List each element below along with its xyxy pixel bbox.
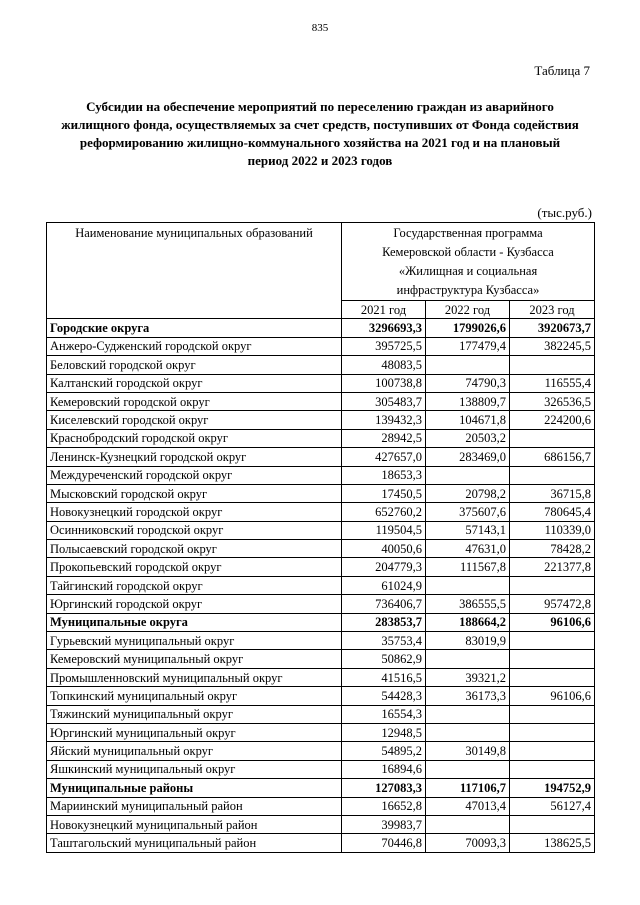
value-2021-cell: 41516,5 — [342, 668, 426, 686]
value-2023-cell — [510, 760, 595, 778]
value-2021-cell: 736406,7 — [342, 595, 426, 613]
row-name-cell: Юргинский городской округ — [47, 595, 342, 613]
value-2022-cell — [426, 723, 510, 741]
value-2021-cell: 139432,3 — [342, 411, 426, 429]
value-2022-cell: 20798,2 — [426, 484, 510, 502]
row-name-cell: Топкинский муниципальный округ — [47, 687, 342, 705]
value-2022-cell: 188664,2 — [426, 613, 510, 631]
table-row — [47, 632, 595, 650]
value-2023-cell: 686156,7 — [510, 448, 595, 466]
value-2021-cell: 3296693,3 — [342, 319, 426, 337]
table-row — [47, 742, 595, 760]
row-name-cell: Кемеровский муниципальный округ — [47, 650, 342, 668]
value-2023-cell — [510, 742, 595, 760]
value-2021-cell: 100738,8 — [342, 374, 426, 392]
header-program-line: Кемеровской области - Кузбасса — [382, 245, 554, 259]
row-name-cell: Мысковский городской округ — [47, 484, 342, 502]
row-name-cell: Гурьевский муниципальный округ — [47, 632, 342, 650]
header-year-2022: 2022 год — [426, 301, 510, 319]
value-2021-cell: 395725,5 — [342, 337, 426, 355]
value-2022-cell: 177479,4 — [426, 337, 510, 355]
value-2021-cell: 39983,7 — [342, 815, 426, 833]
value-2022-cell: 39321,2 — [426, 668, 510, 686]
value-2023-cell: 224200,6 — [510, 411, 595, 429]
group-total-row — [47, 319, 595, 337]
value-2022-cell: 1799026,6 — [426, 319, 510, 337]
value-2022-cell — [426, 356, 510, 374]
subsidies-table — [46, 222, 595, 853]
value-2022-cell: 70093,3 — [426, 834, 510, 852]
table-row — [47, 484, 595, 502]
value-2023-cell: 110339,0 — [510, 521, 595, 539]
table-row — [47, 429, 595, 447]
value-2021-cell: 204779,3 — [342, 558, 426, 576]
value-2023-cell — [510, 815, 595, 833]
header-program-line: «Жилищная и социальная — [398, 264, 538, 278]
table-row — [47, 540, 595, 558]
table-row — [47, 521, 595, 539]
value-2022-cell — [426, 705, 510, 723]
units-label: (тыс.руб.) — [537, 205, 592, 220]
value-2022-cell — [426, 815, 510, 833]
row-name-cell: Краснобродский городской округ — [47, 429, 342, 447]
value-2022-cell: 386555,5 — [426, 595, 510, 613]
value-2023-cell: 194752,9 — [510, 779, 595, 797]
value-2021-cell: 119504,5 — [342, 521, 426, 539]
value-2022-cell — [426, 650, 510, 668]
row-name-cell: Городские округа — [47, 319, 342, 337]
value-2023-cell: 96106,6 — [510, 613, 595, 631]
value-2023-cell — [510, 466, 595, 484]
value-2022-cell: 36173,3 — [426, 687, 510, 705]
table-row — [47, 834, 595, 852]
table-row — [47, 705, 595, 723]
table-row — [47, 760, 595, 778]
table-row — [47, 815, 595, 833]
table-body — [47, 319, 595, 852]
value-2021-cell: 61024,9 — [342, 576, 426, 594]
header-year-2021: 2021 год — [342, 301, 426, 319]
table-row — [47, 392, 595, 410]
table-row — [47, 411, 595, 429]
row-name-cell: Прокопьевский городской округ — [47, 558, 342, 576]
row-name-cell: Новокузнецкий городской округ — [47, 503, 342, 521]
value-2022-cell: 138809,7 — [426, 392, 510, 410]
value-2023-cell — [510, 576, 595, 594]
value-2021-cell: 18653,3 — [342, 466, 426, 484]
value-2021-cell: 16652,8 — [342, 797, 426, 815]
value-2022-cell — [426, 760, 510, 778]
table-row — [47, 650, 595, 668]
row-name-cell: Муниципальные районы — [47, 779, 342, 797]
table-row — [47, 668, 595, 686]
value-2023-cell: 957472,8 — [510, 595, 595, 613]
value-2021-cell: 40050,6 — [342, 540, 426, 558]
row-name-cell: Юргинский муниципальный округ — [47, 723, 342, 741]
header-year-2023: 2023 год — [510, 301, 595, 319]
value-2023-cell: 138625,5 — [510, 834, 595, 852]
page-number: 835 — [311, 22, 329, 34]
value-2021-cell: 35753,4 — [342, 632, 426, 650]
header-program-line: инфраструктура Кузбасса» — [396, 283, 540, 297]
value-2023-cell — [510, 356, 595, 374]
document-title: Субсидии на обеспечение мероприятий по переселению граждан из аварийного жилищного фонда, осуществляемых за счет средств, поступивших от Фонда содействия реформированию жилищно-коммунального хозяйства на 2021 год и на плановый период 2022 и 2023 годов — [61, 99, 579, 168]
value-2021-cell: 54895,2 — [342, 742, 426, 760]
row-name-cell: Мариинский муниципальный район — [47, 797, 342, 815]
row-name-cell: Тайгинский городской округ — [47, 576, 342, 594]
header-program-line: Государственная программа — [393, 226, 543, 240]
row-name-cell: Калтанский городской округ — [47, 374, 342, 392]
value-2023-cell: 3920673,7 — [510, 319, 595, 337]
value-2021-cell: 28942,5 — [342, 429, 426, 447]
value-2023-cell: 78428,2 — [510, 540, 595, 558]
value-2022-cell: 47631,0 — [426, 540, 510, 558]
value-2022-cell: 57143,1 — [426, 521, 510, 539]
value-2022-cell: 111567,8 — [426, 558, 510, 576]
value-2021-cell: 48083,5 — [342, 356, 426, 374]
value-2023-cell — [510, 650, 595, 668]
row-name-cell: Муниципальные округа — [47, 613, 342, 631]
value-2023-cell — [510, 723, 595, 741]
value-2021-cell: 16554,3 — [342, 705, 426, 723]
row-name-cell: Яшкинский муниципальный округ — [47, 760, 342, 778]
row-name-cell: Промышленновский муниципальный округ — [47, 668, 342, 686]
value-2021-cell: 652760,2 — [342, 503, 426, 521]
value-2021-cell: 50862,9 — [342, 650, 426, 668]
table-row — [47, 687, 595, 705]
value-2021-cell: 283853,7 — [342, 613, 426, 631]
value-2023-cell: 780645,4 — [510, 503, 595, 521]
table-row — [47, 723, 595, 741]
table-row — [47, 356, 595, 374]
value-2023-cell: 382245,5 — [510, 337, 595, 355]
row-name-cell: Ленинск-Кузнецкий городской округ — [47, 448, 342, 466]
value-2022-cell: 117106,7 — [426, 779, 510, 797]
value-2022-cell — [426, 576, 510, 594]
value-2023-cell — [510, 632, 595, 650]
row-name-cell: Осинниковский городской округ — [47, 521, 342, 539]
value-2021-cell: 12948,5 — [342, 723, 426, 741]
table-row — [47, 503, 595, 521]
value-2023-cell: 56127,4 — [510, 797, 595, 815]
table-row — [47, 448, 595, 466]
value-2021-cell: 16894,6 — [342, 760, 426, 778]
value-2022-cell: 375607,6 — [426, 503, 510, 521]
table-label: Таблица 7 — [534, 63, 590, 78]
row-name-cell: Анжеро-Судженский городской округ — [47, 337, 342, 355]
value-2023-cell — [510, 429, 595, 447]
value-2022-cell: 47013,4 — [426, 797, 510, 815]
row-name-cell: Таштагольский муниципальный район — [47, 834, 342, 852]
group-total-row — [47, 779, 595, 797]
value-2023-cell: 326536,5 — [510, 392, 595, 410]
row-name-cell: Кемеровский городской округ — [47, 392, 342, 410]
value-2021-cell: 70446,8 — [342, 834, 426, 852]
value-2023-cell — [510, 705, 595, 723]
value-2022-cell: 83019,9 — [426, 632, 510, 650]
value-2021-cell: 127083,3 — [342, 779, 426, 797]
value-2023-cell: 116555,4 — [510, 374, 595, 392]
row-name-cell: Яйский муниципальный округ — [47, 742, 342, 760]
table-row — [47, 374, 595, 392]
row-name-cell: Полысаевский городской округ — [47, 540, 342, 558]
row-name-cell: Тяжинский муниципальный округ — [47, 705, 342, 723]
row-name-cell: Междуреченский городской округ — [47, 466, 342, 484]
table-row — [47, 337, 595, 355]
header-program — [342, 223, 595, 301]
table-row — [47, 558, 595, 576]
value-2022-cell: 74790,3 — [426, 374, 510, 392]
table-row — [47, 466, 595, 484]
row-name-cell: Беловский городской округ — [47, 356, 342, 374]
value-2023-cell: 221377,8 — [510, 558, 595, 576]
table-row — [47, 797, 595, 815]
value-2021-cell: 54428,3 — [342, 687, 426, 705]
value-2023-cell: 96106,6 — [510, 687, 595, 705]
value-2022-cell: 283469,0 — [426, 448, 510, 466]
value-2021-cell: 17450,5 — [342, 484, 426, 502]
row-name-cell: Киселевский городской округ — [47, 411, 342, 429]
value-2022-cell: 104671,8 — [426, 411, 510, 429]
value-2023-cell: 36715,8 — [510, 484, 595, 502]
row-name-cell: Новокузнецкий муниципальный район — [47, 815, 342, 833]
table-row — [47, 576, 595, 594]
value-2022-cell: 20503,2 — [426, 429, 510, 447]
value-2021-cell: 427657,0 — [342, 448, 426, 466]
header-name-column: Наименование муниципальных образований — [47, 223, 342, 319]
value-2021-cell: 305483,7 — [342, 392, 426, 410]
group-total-row — [47, 613, 595, 631]
table-row — [47, 595, 595, 613]
value-2023-cell — [510, 668, 595, 686]
value-2022-cell — [426, 466, 510, 484]
value-2022-cell: 30149,8 — [426, 742, 510, 760]
